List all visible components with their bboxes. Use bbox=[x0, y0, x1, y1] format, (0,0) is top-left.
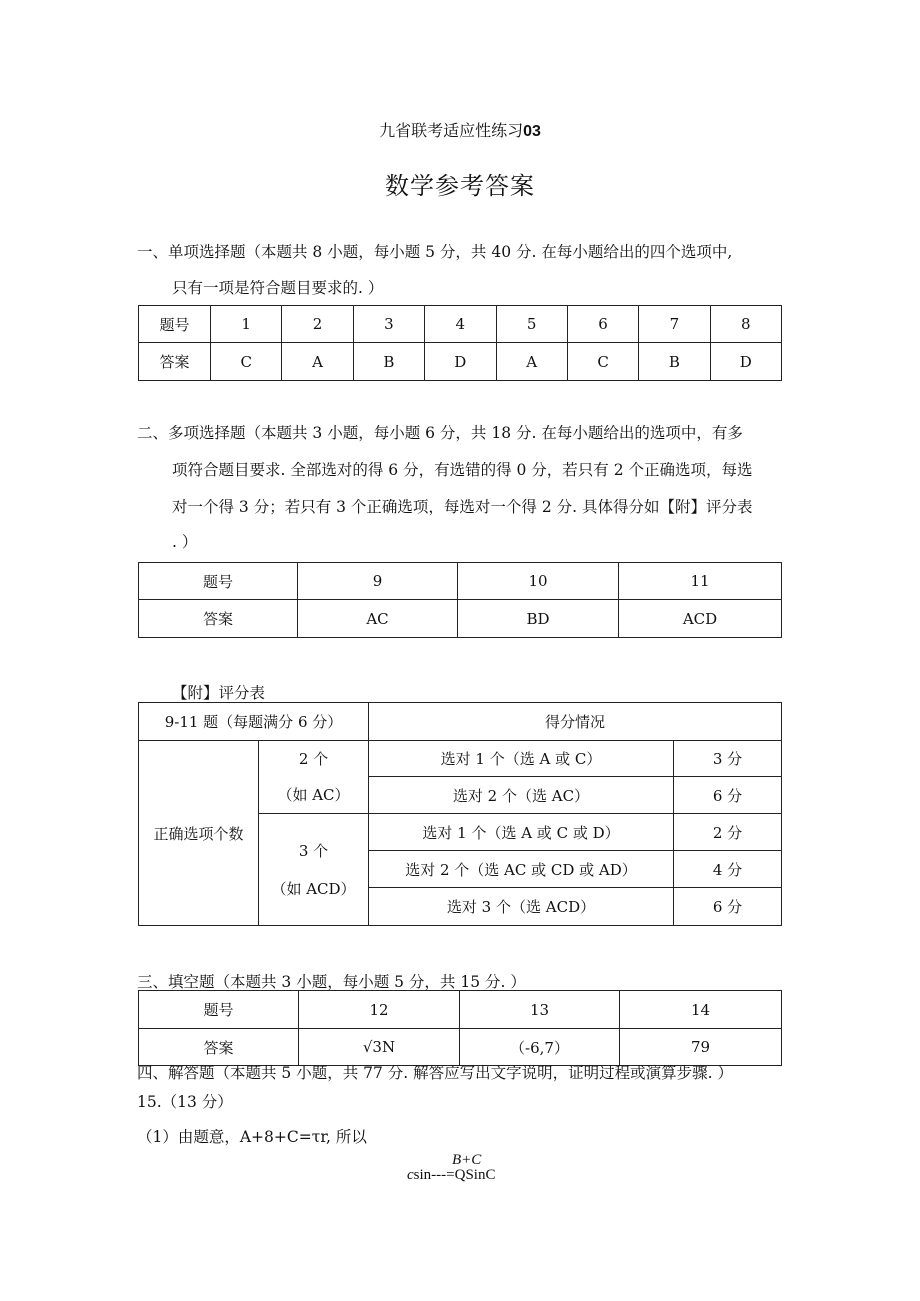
section1-heading-line2: 只有一项是符合题目要求的. ） bbox=[172, 279, 384, 297]
scoring-score: 3 分 bbox=[674, 741, 782, 777]
table-row bbox=[139, 563, 782, 600]
scoring-group-three bbox=[259, 814, 369, 926]
row-label-answer: 答案 bbox=[139, 600, 298, 638]
scoring-score: 2 分 bbox=[674, 814, 782, 851]
answer-cell: B bbox=[353, 343, 424, 381]
part-1-text: （1）由题意，A+8+C=τr, 所以 bbox=[137, 1128, 367, 1146]
question-number: 14 bbox=[620, 991, 782, 1029]
scoring-header-right: 得分情况 bbox=[369, 703, 782, 741]
scoring-score: 4 分 bbox=[674, 851, 782, 888]
equation-line: csin---=QSinC bbox=[407, 1167, 496, 1183]
scoring-row-label: 正确选项个数 bbox=[139, 741, 259, 926]
answer-cell: D bbox=[425, 343, 496, 381]
row-label-answer: 答案 bbox=[139, 343, 211, 381]
group-count: 2 个 bbox=[298, 750, 329, 768]
table-row bbox=[139, 306, 782, 343]
answer-cell: B bbox=[639, 343, 710, 381]
answer-cell: C bbox=[567, 343, 638, 381]
scoring-score: 6 分 bbox=[674, 888, 782, 926]
scoring-header-left: 9-11 题（每题满分 6 分） bbox=[139, 703, 369, 741]
section1-heading-line1: 一、单项选择题（本题共 8 小题，每小题 5 分，共 40 分. 在每小题给出的四个选项中, bbox=[137, 243, 733, 261]
scoring-table bbox=[138, 702, 782, 926]
section2-line1: 二、多项选择题（本题共 3 小题，每小题 6 分，共 18 分. 在每小题给出的选项中，有多 bbox=[137, 424, 743, 442]
answer-cell: （-6,7） bbox=[460, 1029, 620, 1066]
group-count: 3 个 bbox=[298, 841, 329, 860]
answer-cell: √3N bbox=[299, 1029, 460, 1066]
answer-cell: BD bbox=[458, 600, 619, 638]
group-example: （如 AC） bbox=[277, 786, 350, 804]
section2-line3: 对一个得 3 分；若只有 3 个正确选项，每选对一个得 2 分. 具体得分如【附】评分表 bbox=[172, 498, 753, 516]
section2-line4: . ） bbox=[172, 533, 198, 551]
question-number: 12 bbox=[299, 991, 460, 1029]
question-number: 3 bbox=[353, 306, 424, 343]
scoring-desc: 选对 1 个（选 A 或 C） bbox=[369, 741, 674, 777]
question-number: 9 bbox=[298, 563, 458, 600]
scoring-score: 6 分 bbox=[674, 777, 782, 814]
scoring-desc: 选对 2 个（选 AC 或 CD 或 AD） bbox=[369, 851, 674, 888]
section4-heading: 四、解答题（本题共 5 小题，共 77 分. 解答应写出文字说明，证明过程或演算步骤. ） bbox=[137, 1064, 734, 1082]
row-label-question: 题号 bbox=[139, 991, 299, 1029]
section3-heading: 三、填空题（本题共 3 小题，每小题 5 分，共 15 分. ） bbox=[137, 973, 526, 991]
answer-cell: A bbox=[282, 343, 353, 381]
table-row bbox=[139, 343, 782, 381]
group-example: （如 ACD） bbox=[271, 879, 356, 898]
page-title: 数学参考答案 bbox=[385, 172, 535, 200]
section1-answer-table bbox=[138, 305, 782, 381]
question-number: 1 bbox=[211, 306, 282, 343]
answer-cell: D bbox=[710, 343, 781, 381]
section2-line2: 项符合题目要求. 全部选对的得 6 分，有选错的得 0 分，若只有 2 个正确选项，每选 bbox=[172, 461, 753, 479]
table-row bbox=[139, 600, 782, 638]
question-number: 4 bbox=[425, 306, 496, 343]
scoring-group-two bbox=[259, 741, 369, 814]
question-number: 6 bbox=[567, 306, 638, 343]
answer-cell: C bbox=[211, 343, 282, 381]
subtitle: 九省联考适应性练习03 bbox=[379, 121, 541, 140]
scoring-desc: 选对 1 个（选 A 或 C 或 D） bbox=[369, 814, 674, 851]
row-label-question: 题号 bbox=[139, 563, 298, 600]
section2-answer-table bbox=[138, 562, 782, 638]
question-number: 10 bbox=[458, 563, 619, 600]
scoring-table-label: 【附】评分表 bbox=[172, 684, 266, 702]
answer-cell: A bbox=[496, 343, 567, 381]
question-number: 13 bbox=[460, 991, 620, 1029]
scoring-desc: 选对 2 个（选 AC） bbox=[369, 777, 674, 814]
question-number: 2 bbox=[282, 306, 353, 343]
row-label-answer: 答案 bbox=[139, 1029, 299, 1066]
question-number: 5 bbox=[496, 306, 567, 343]
equation-numerator: B+C bbox=[452, 1152, 482, 1168]
question-number: 7 bbox=[639, 306, 710, 343]
question-number: 8 bbox=[710, 306, 781, 343]
scoring-desc: 选对 3 个（选 ACD） bbox=[369, 888, 674, 926]
section3-answer-table bbox=[138, 990, 782, 1066]
answer-cell: ACD bbox=[619, 600, 782, 638]
table-row bbox=[139, 741, 782, 777]
table-row bbox=[139, 703, 782, 741]
question-15-label: 15.（13 分） bbox=[137, 1093, 233, 1111]
table-row bbox=[139, 991, 782, 1029]
question-number: 11 bbox=[619, 563, 782, 600]
row-label-question: 题号 bbox=[139, 306, 211, 343]
answer-cell: 79 bbox=[620, 1029, 782, 1066]
answer-cell: AC bbox=[298, 600, 458, 638]
table-row bbox=[139, 1029, 782, 1066]
